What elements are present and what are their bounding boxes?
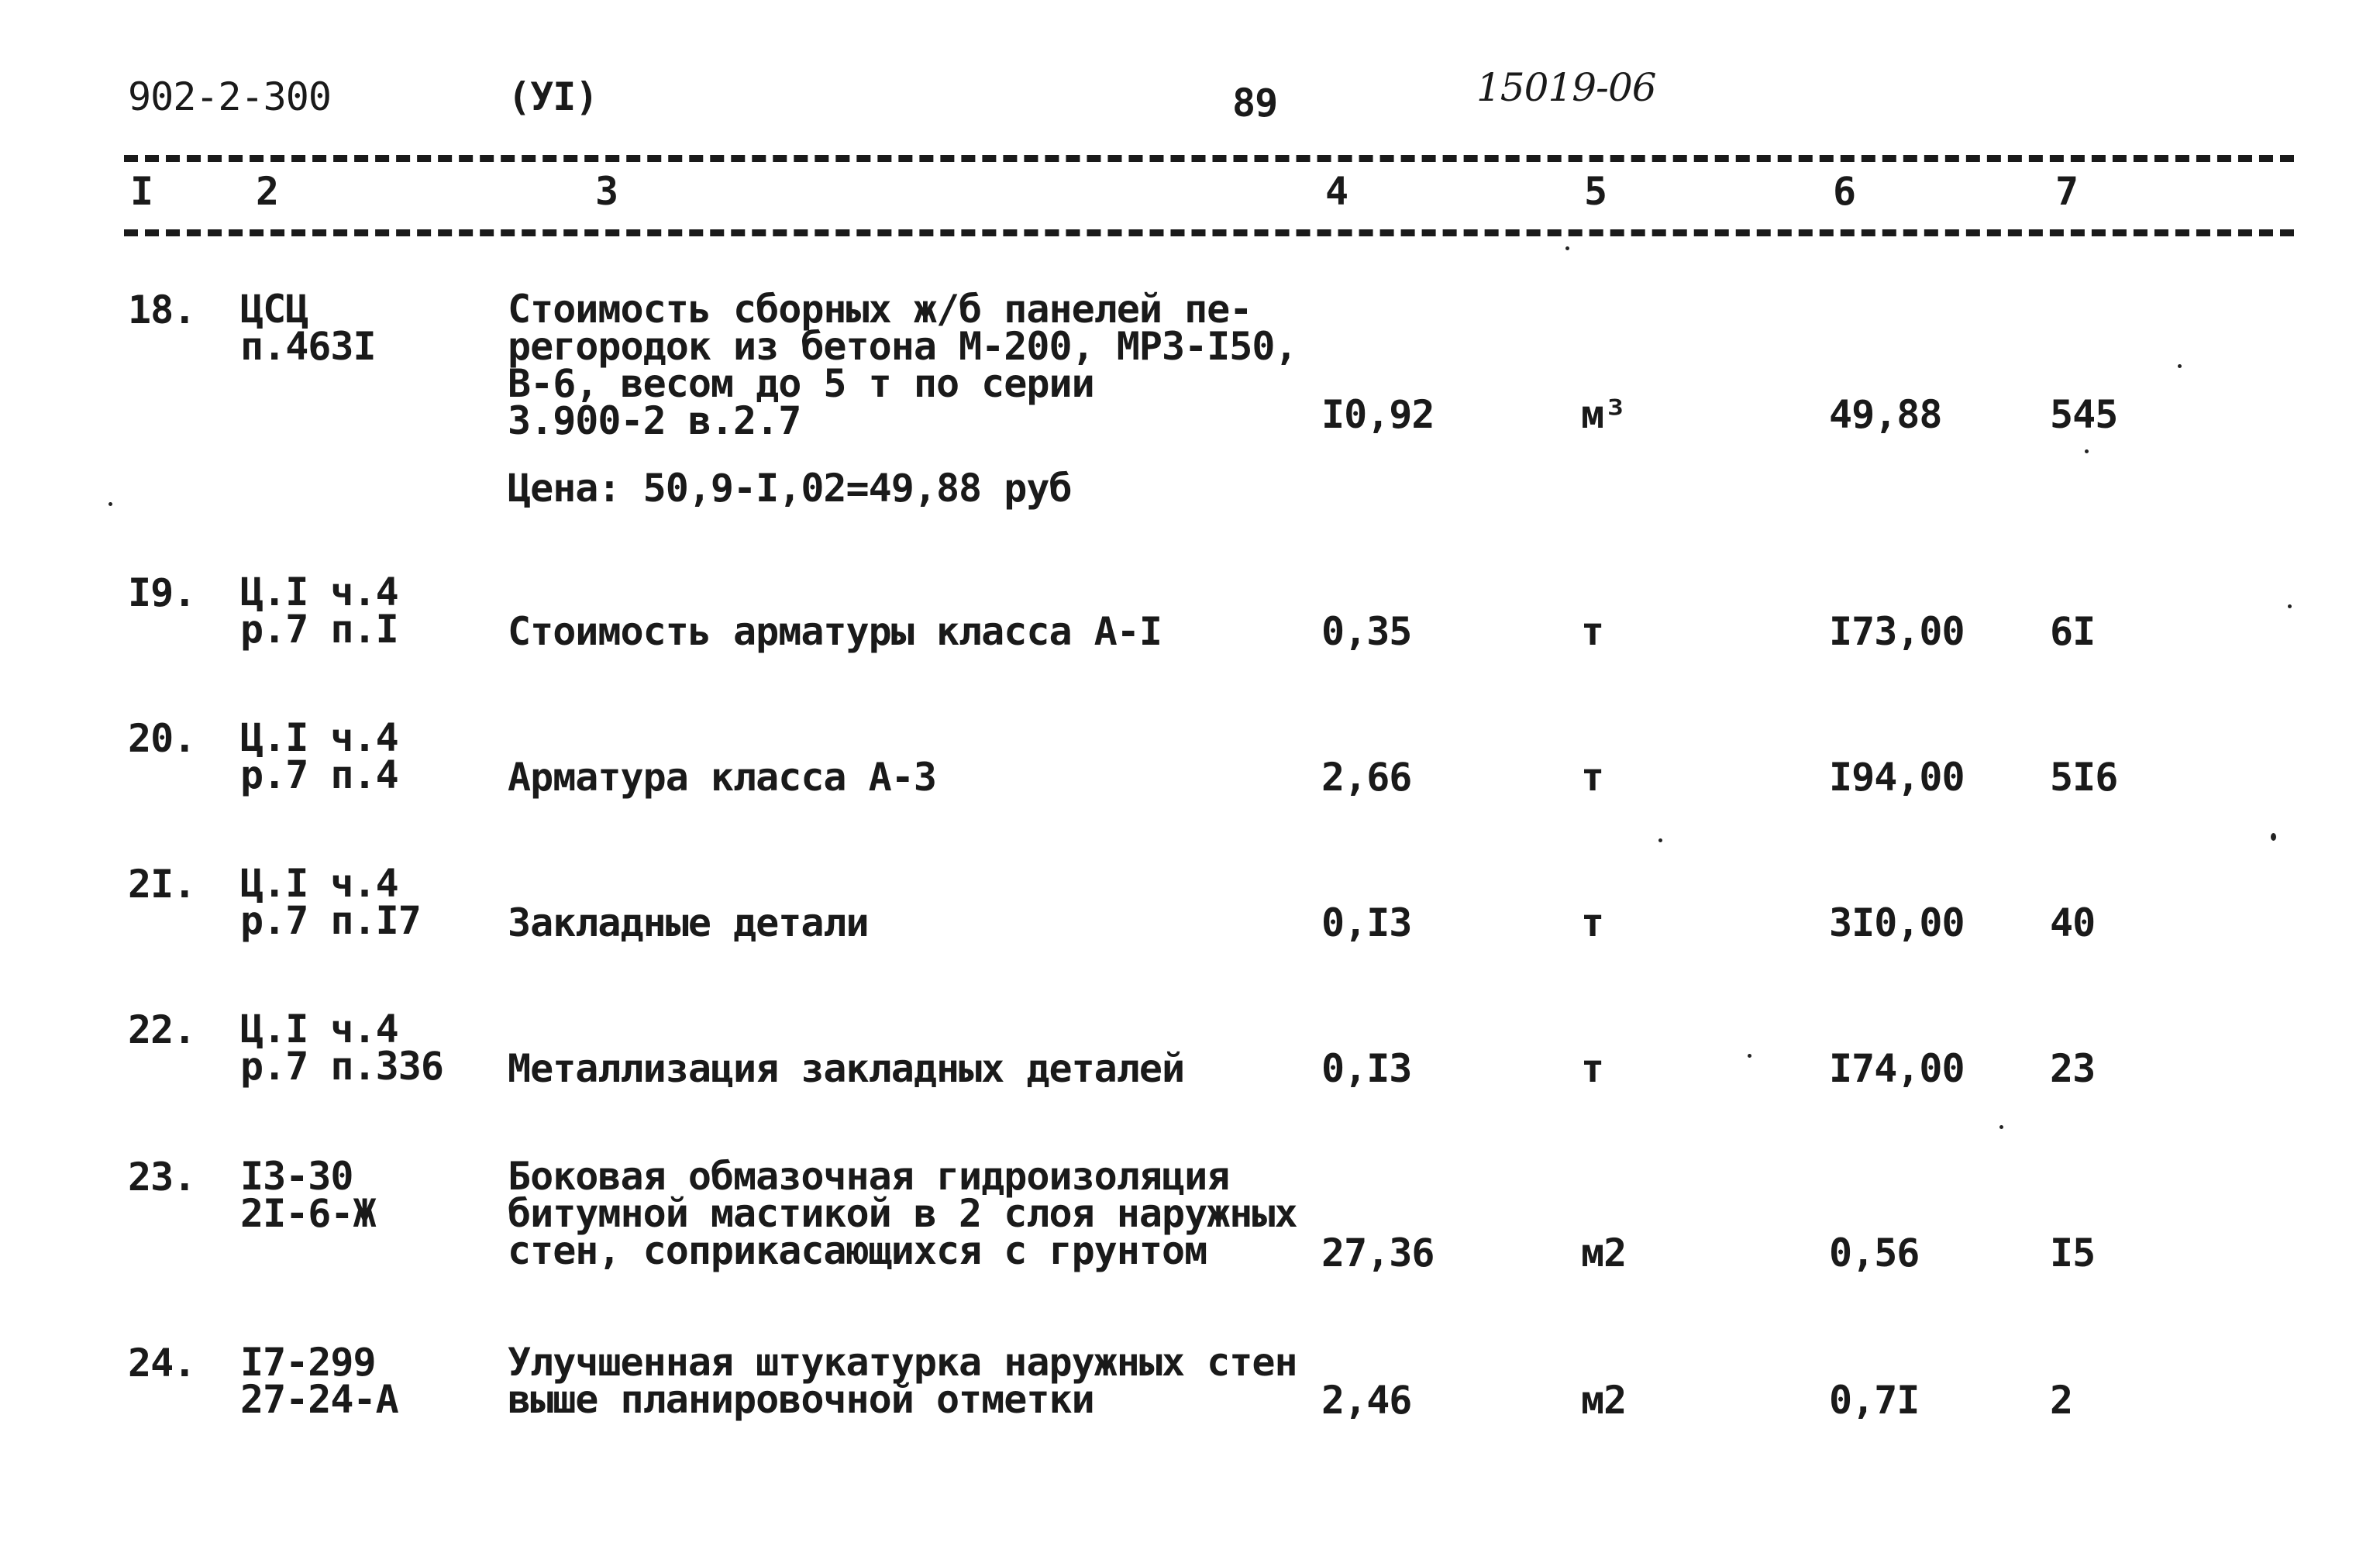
document-code: 902-2-300: [128, 74, 331, 119]
column-header-4: 4: [1325, 169, 1348, 214]
row-unit: т: [1581, 755, 1604, 800]
row-reference: Ц.I ч.4 р.7 п.I: [240, 570, 398, 652]
row-number: 23.: [128, 1155, 196, 1200]
row-quantity: 0,35: [1321, 609, 1412, 654]
row-total: 40: [2050, 900, 2096, 945]
row-quantity: 0,I3: [1321, 1046, 1412, 1091]
row-price-note: Цена: 50,9-I,02=49,88 руб: [508, 466, 1072, 511]
column-header-2: 2: [256, 169, 279, 214]
scan-speck: [2178, 364, 2182, 368]
section-code: (УI): [508, 74, 598, 119]
scan-speck: [1658, 838, 1662, 842]
row-quantity: 27,36: [1321, 1231, 1435, 1275]
row-unit-price: 49,88: [1829, 392, 1942, 437]
row-quantity: 0,I3: [1321, 900, 1412, 945]
handwritten-stamp-number: 15019-06: [1476, 65, 1656, 110]
row-description: Улучшенная штукатурка наружных стен выше планировочной отметки: [508, 1340, 1297, 1422]
row-number: 24.: [128, 1341, 196, 1386]
row-reference: Ц.I ч.4 р.7 п.4: [240, 715, 398, 797]
row-quantity: 2,46: [1321, 1378, 1412, 1423]
row-unit-price: 3I0,00: [1829, 900, 1965, 945]
row-quantity: I0,92: [1321, 392, 1435, 437]
row-total: 23: [2050, 1046, 2096, 1091]
row-description: Стоимость сборных ж/б панелей пе- регородок из бетона М-200, МРЗ-I50, В-6, весом до 5 т по серии 3.900-2 в.2.7: [508, 287, 1297, 443]
row-unit-price: I73,00: [1829, 609, 1965, 654]
row-number: 18.: [128, 287, 196, 332]
scan-speck: [2288, 604, 2292, 608]
row-unit-price: I94,00: [1829, 755, 1965, 800]
row-number: 20.: [128, 716, 196, 761]
row-description: Арматура класса А-3: [508, 755, 936, 800]
header-top-rule: [124, 155, 2294, 162]
row-description: Металлизация закладных деталей: [508, 1046, 1185, 1091]
scan-speck: [2085, 449, 2089, 453]
row-number: I9.: [128, 570, 196, 615]
scan-speck: [2271, 833, 2276, 841]
row-total: 6I: [2050, 609, 2096, 654]
scan-speck: [108, 502, 112, 506]
row-description: Закладные детали: [508, 900, 869, 945]
row-description: Боковая обмазочная гидроизоляция битумной мастикой в 2 слоя наружных стен, соприкасающихся с грунтом: [508, 1154, 1297, 1273]
row-unit-price: 0,7I: [1829, 1378, 1920, 1423]
scan-speck: [1999, 1125, 2003, 1129]
row-number: 22.: [128, 1007, 196, 1052]
row-total: 2: [2050, 1378, 2073, 1423]
row-reference: Ц.I ч.4 р.7 п.336: [240, 1007, 443, 1089]
row-unit: т: [1581, 1046, 1604, 1091]
row-total: I5: [2050, 1231, 2096, 1275]
column-header-7: 7: [2055, 169, 2079, 214]
header-bottom-rule: [124, 229, 2294, 236]
scan-speck: [1565, 246, 1569, 250]
column-header-6: 6: [1833, 169, 1856, 214]
row-reference: Ц.I ч.4 р.7 п.I7: [240, 861, 421, 943]
row-unit-price: 0,56: [1829, 1231, 1920, 1275]
column-header-1: I: [130, 169, 153, 214]
column-header-3: 3: [595, 169, 618, 214]
row-reference: ЦСЦ п.463I: [240, 287, 376, 369]
row-total: 545: [2050, 392, 2118, 437]
row-description: Стоимость арматуры класса А-I: [508, 609, 1162, 654]
page-number: 89: [1232, 81, 1278, 126]
row-unit: м³: [1581, 392, 1627, 437]
row-quantity: 2,66: [1321, 755, 1412, 800]
row-unit: т: [1581, 900, 1604, 945]
row-reference: I3-30 2I-6-Ж: [240, 1154, 376, 1236]
row-unit: м2: [1581, 1231, 1627, 1275]
row-reference: I7-299 27-24-А: [240, 1340, 398, 1422]
row-total: 5I6: [2050, 755, 2118, 800]
row-number: 2I.: [128, 862, 196, 907]
scan-speck: [1748, 1054, 1751, 1058]
row-unit: м2: [1581, 1378, 1627, 1423]
column-header-5: 5: [1584, 169, 1607, 214]
row-unit-price: I74,00: [1829, 1046, 1965, 1091]
row-unit: т: [1581, 609, 1604, 654]
